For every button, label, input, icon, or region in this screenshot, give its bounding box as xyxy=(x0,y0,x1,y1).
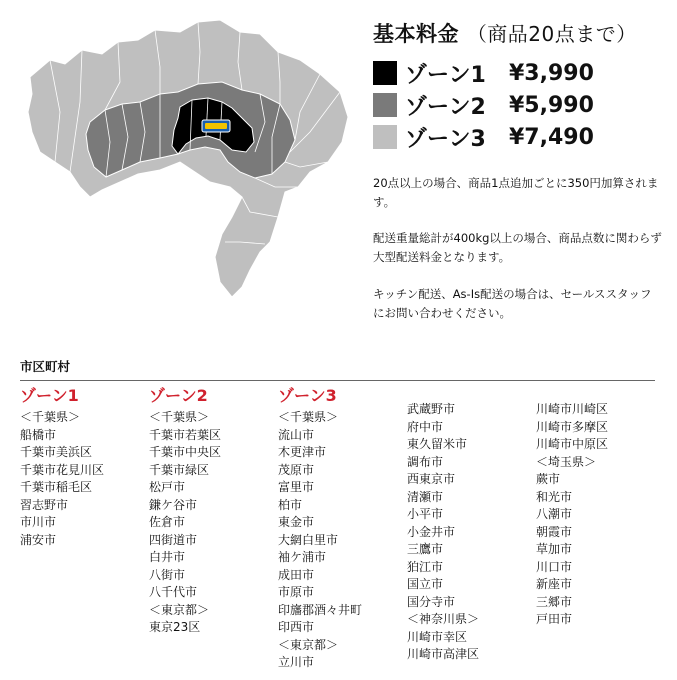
municipality-item: 鎌ケ谷市 xyxy=(149,497,198,512)
title-main: 基本料金 xyxy=(373,22,459,46)
municipality-item: 八潮市 xyxy=(536,507,573,521)
municipality-item: 国立市 xyxy=(407,577,444,591)
municipality-item: 府中市 xyxy=(407,419,444,434)
municipality-item: 朝霞市 xyxy=(536,524,573,539)
municipality-item: 和光市 xyxy=(536,489,573,504)
municipality-item: 四街道市 xyxy=(149,532,198,547)
zone3-name: ゾーン3 xyxy=(405,126,486,152)
municipality-item: 小金井市 xyxy=(407,524,456,539)
municipality-item: 立川市 xyxy=(278,655,315,669)
store-marker-icon xyxy=(202,120,230,132)
municipality-item: 調布市 xyxy=(407,454,444,469)
municipality-item: 千葉市緑区 xyxy=(149,462,210,477)
zone2-swatch xyxy=(373,93,397,117)
municipality-item: 富里市 xyxy=(278,480,315,494)
municipality-item: ＜千葉県＞ xyxy=(149,410,210,424)
zone3-region xyxy=(28,20,348,297)
municipality-item: 習志野市 xyxy=(20,497,69,512)
municipality-item: 茂原市 xyxy=(278,462,315,477)
municipality-item: 木更津市 xyxy=(278,445,327,459)
municipality-item: 東久留米市 xyxy=(407,437,468,451)
municipalities-heading: 市区町村 xyxy=(20,359,71,374)
municipality-item: ＜神奈川県＞ xyxy=(407,612,480,626)
note-kitchen: キッチン配送、As-Is配送の場合は、セールススタッフにお問い合わせください。 xyxy=(373,287,652,320)
zone1-heading: ゾーン1 xyxy=(20,386,79,405)
municipality-item: 印西市 xyxy=(278,620,315,634)
municipality-item: 武蔵野市 xyxy=(407,402,456,416)
municipality-item: 白井市 xyxy=(149,550,186,564)
zone1-swatch xyxy=(373,61,397,85)
zone2-name: ゾーン2 xyxy=(405,94,486,120)
municipality-item: 松戸市 xyxy=(149,480,186,494)
municipality-item: 川崎市中原区 xyxy=(536,437,609,451)
municipality-item: 狛江市 xyxy=(407,559,444,574)
zone2-column xyxy=(149,386,221,637)
municipality-item: 三鷹市 xyxy=(407,542,444,556)
municipality-item: 市川市 xyxy=(20,515,57,529)
municipality-item: 成田市 xyxy=(278,567,315,582)
municipality-item: 川崎市川崎区 xyxy=(536,402,609,416)
zone3-column xyxy=(278,386,362,672)
municipality-item: 戸田市 xyxy=(536,612,573,626)
municipality-item: 千葉市若葉区 xyxy=(149,427,222,442)
zone3-swatch xyxy=(373,125,397,149)
municipality-item: 千葉市花見川区 xyxy=(20,462,105,477)
municipality-item: ＜千葉県＞ xyxy=(278,410,339,424)
municipality-item: 東金市 xyxy=(278,515,315,529)
municipality-item: 市原市 xyxy=(278,585,315,599)
municipality-item: 川崎市幸区 xyxy=(407,629,468,644)
municipality-item: 川崎市多摩区 xyxy=(536,419,609,434)
municipality-item: 西東京市 xyxy=(407,472,456,486)
municipality-item: 国分寺市 xyxy=(407,594,456,609)
municipality-item: ＜千葉県＞ xyxy=(20,410,81,424)
municipality-item: 東京23区 xyxy=(149,620,201,634)
municipality-item: 船橋市 xyxy=(20,427,57,442)
zone3-column-cont1 xyxy=(407,401,479,664)
zone3-heading: ゾーン3 xyxy=(278,386,337,405)
municipality-item: 清瀬市 xyxy=(407,489,444,504)
zone3-price: ¥7,490 xyxy=(509,124,594,150)
price-row-zone1 xyxy=(373,60,594,86)
municipality-item: 小平市 xyxy=(407,507,444,521)
zone2-price: ¥5,990 xyxy=(509,92,594,118)
municipality-item: 流山市 xyxy=(278,427,315,442)
municipality-item: 柏市 xyxy=(278,497,303,512)
page-title xyxy=(373,18,637,48)
zone1-price: ¥3,990 xyxy=(509,60,594,86)
municipality-item: 袖ケ浦市 xyxy=(278,550,327,564)
zone3-column-cont2 xyxy=(536,401,608,629)
municipality-item: 大網白里市 xyxy=(278,532,339,547)
divider xyxy=(20,380,655,381)
municipality-item: 千葉市稲毛区 xyxy=(20,480,93,494)
municipality-item: 佐倉市 xyxy=(149,515,186,529)
municipality-item: 印旛郡酒々井町 xyxy=(278,602,363,617)
municipality-item: 千葉市美浜区 xyxy=(20,445,93,459)
municipality-item: 千葉市中央区 xyxy=(149,445,222,459)
note-extra-items: 20点以上の場合、商品1点追加ごとに350円加算されます。 xyxy=(373,176,659,209)
municipality-item: 草加市 xyxy=(536,542,573,556)
municipality-item: 浦安市 xyxy=(20,532,57,547)
municipality-item: 八街市 xyxy=(149,567,186,582)
zone1-name: ゾーン1 xyxy=(405,62,486,88)
delivery-zone-map xyxy=(10,12,355,302)
price-row-zone2 xyxy=(373,92,594,118)
municipality-item: ＜埼玉県＞ xyxy=(536,454,597,469)
zone2-heading: ゾーン2 xyxy=(149,386,208,405)
municipality-item: 川口市 xyxy=(536,559,573,574)
municipality-item: ＜東京都＞ xyxy=(278,637,339,652)
municipality-item: ＜東京都＞ xyxy=(149,602,210,617)
municipality-item: 三郷市 xyxy=(536,594,573,609)
zone1-column xyxy=(20,386,104,549)
municipality-item: 八千代市 xyxy=(149,585,198,599)
municipality-item: 新座市 xyxy=(536,577,573,591)
title-subtitle: （商品20点まで） xyxy=(466,22,637,46)
price-row-zone3 xyxy=(373,124,594,150)
note-weight: 配送重量総計が400kg以上の場合、商品点数に関わらず大型配送料金となります。 xyxy=(373,231,662,264)
municipality-item: 川崎市高津区 xyxy=(407,647,480,661)
municipality-item: 蕨市 xyxy=(536,472,561,486)
